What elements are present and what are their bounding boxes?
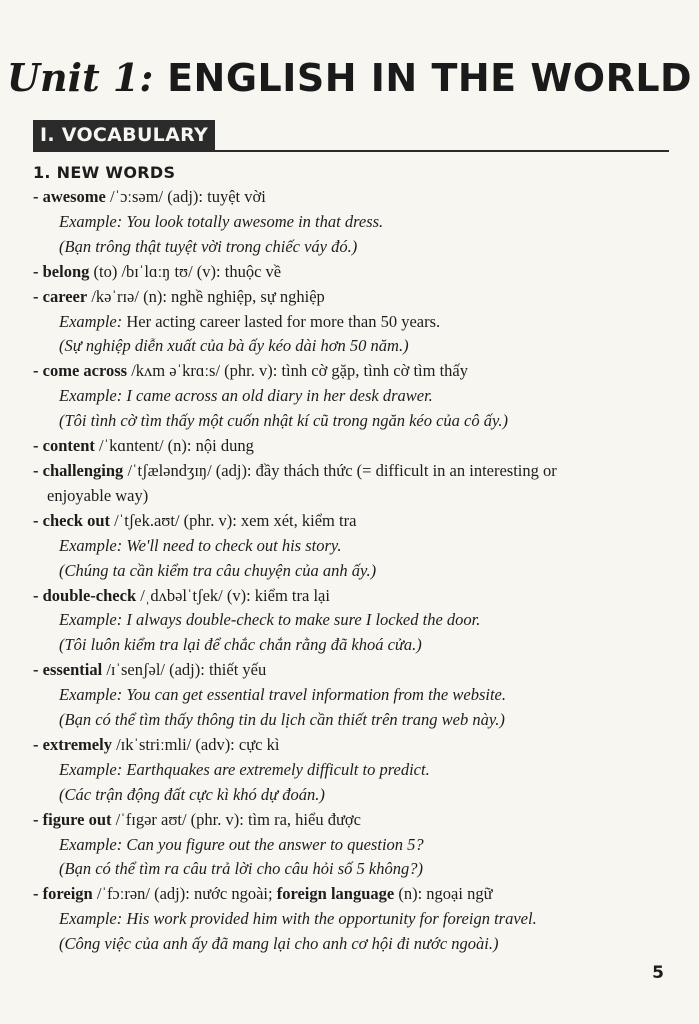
- example-text: Her acting career lasted for more than 50 years.: [122, 311, 441, 331]
- definition: /ˈɔːsəm/ (adj): tuyệt vời: [105, 187, 266, 206]
- definition: /ˈtʃæləndʒɪŋ/ (adj): đầy thách thức (= difficult in an interesting or: [123, 460, 557, 480]
- example-label: Example:: [59, 211, 123, 231]
- example-text: I came across an old diary in her desk drawer.: [122, 386, 433, 406]
- translation: (Tôi tình cờ tìm thấy một cuốn nhật kí cũ trong ngăn kéo của cô ấy.): [59, 411, 509, 431]
- definition-secondary: (n): ngoại ngữ: [394, 884, 493, 904]
- translation: (Chúng ta cần kiểm tra câu chuyện của anh ấy.): [59, 560, 377, 580]
- entry-definition-line: [33, 185, 673, 210]
- headword: belong: [42, 261, 90, 281]
- example-text: I always double-check to make sure I locked the door.: [122, 610, 481, 630]
- example-sentence: [33, 758, 673, 783]
- example-sentence: [33, 833, 673, 858]
- headword: challenging: [42, 460, 124, 480]
- entry-definition-line: [33, 434, 673, 459]
- vocab-entry: [33, 509, 673, 584]
- entry-definition-line: [33, 808, 673, 833]
- entry-definition-line: [33, 260, 673, 285]
- bullet-dash: -: [33, 361, 43, 381]
- example-text: We'll need to check out his story.: [122, 535, 342, 555]
- vocab-entry: [33, 584, 673, 659]
- translation: (Bạn có thể tìm thấy thông tin du lịch cần thiết trên trang web này.): [59, 710, 505, 730]
- vocab-entry: [33, 185, 673, 260]
- vocab-entry: [33, 733, 673, 808]
- unit-title: [0, 52, 699, 104]
- example-label: Example:: [59, 535, 123, 555]
- definition: (to) /bɪˈlɑːŋ tʊ/ (v): thuộc về: [89, 261, 282, 281]
- example-label: Example:: [59, 386, 123, 406]
- example-sentence: [33, 907, 673, 932]
- definition: /ˈtʃek.aʊt/ (phr. v): xem xét, kiểm tra: [110, 510, 357, 530]
- bullet-dash: -: [33, 460, 43, 480]
- headword: essential: [42, 660, 103, 680]
- entry-definition-line: [33, 359, 673, 384]
- entry-definition-line: [33, 882, 673, 907]
- example-text: You can get essential travel information from the website.: [122, 685, 506, 705]
- entry-definition-line: [33, 584, 673, 609]
- subsection-heading: 1. NEW WORDS: [33, 163, 176, 182]
- definition: /ˌdʌbəlˈtʃek/ (v): kiểm tra lại: [136, 585, 330, 605]
- definition: /ˈfɔːrən/ (adj): nước ngoài;: [92, 884, 277, 904]
- definition: /ˈfɪgər aʊt/ (phr. v): tìm ra, hiểu được: [111, 809, 361, 829]
- example-sentence: [33, 683, 673, 708]
- example-label: Example:: [59, 759, 123, 779]
- definition: /kʌm əˈkrɑːs/ (phr. v): tình cờ gặp, tình cờ tìm thấy: [127, 361, 468, 381]
- bullet-dash: -: [33, 585, 43, 605]
- example-sentence: [33, 534, 673, 559]
- vocab-entry: [33, 882, 673, 957]
- vocab-entry: [33, 808, 673, 883]
- vocabulary-list: [33, 185, 673, 957]
- headword: double-check: [42, 585, 137, 605]
- bullet-dash: -: [33, 286, 43, 306]
- definition: /ɪkˈstriːmli/ (adv): cực kì: [111, 734, 280, 754]
- translation: (Bạn có thể tìm ra câu trả lời cho câu hỏi số 5 không?): [59, 859, 423, 879]
- example-text: Earthquakes are extremely difficult to predict.: [122, 759, 430, 779]
- translation: (Bạn trông thật tuyệt vời trong chiếc váy đó.): [59, 236, 358, 256]
- entry-definition-line: [33, 459, 673, 484]
- bullet-dash: -: [33, 261, 43, 281]
- translation: (Công việc của anh ấy đã mang lại cho anh cơ hội đi nước ngoài.): [59, 934, 499, 954]
- vocab-entry: [33, 434, 673, 459]
- bullet-dash: -: [33, 510, 43, 530]
- example-sentence: [33, 310, 673, 335]
- example-label: Example:: [59, 909, 123, 929]
- entry-definition-line: [33, 658, 673, 683]
- example-sentence: [33, 210, 673, 235]
- headword: content: [42, 436, 95, 456]
- bullet-dash: -: [33, 187, 43, 206]
- example-label: Example:: [59, 834, 123, 854]
- unit-topic: ENGLISH IN THE WORLD: [167, 56, 693, 100]
- unit-number: Unit 1:: [6, 55, 154, 100]
- vocab-entry: [33, 359, 673, 434]
- headword-secondary: foreign language: [276, 884, 395, 904]
- definition: /kəˈrɪə/ (n): nghề nghiệp, sự nghiệp: [87, 286, 325, 306]
- example-text: Can you figure out the answer to question 5?: [122, 834, 424, 854]
- example-label: Example:: [59, 610, 123, 630]
- headword: extremely: [42, 734, 112, 754]
- section-heading: I. VOCABULARY: [33, 120, 215, 151]
- section-divider: [33, 150, 669, 152]
- vocab-entry: [33, 459, 673, 509]
- bullet-dash: -: [33, 660, 43, 680]
- example-sentence: [33, 384, 673, 409]
- example-label: Example:: [59, 685, 123, 705]
- bullet-dash: -: [33, 809, 43, 829]
- headword: figure out: [42, 809, 112, 829]
- headword: foreign: [42, 884, 93, 904]
- vocab-entry: [33, 285, 673, 360]
- headword: awesome: [42, 187, 106, 206]
- vocab-entry: [33, 260, 673, 285]
- entry-definition-line: [33, 733, 673, 758]
- headword: check out: [42, 510, 110, 530]
- definition-continuation: enjoyable way): [47, 485, 149, 505]
- headword: career: [42, 286, 88, 306]
- page-number: 5: [652, 963, 664, 983]
- entry-definition-line: [33, 509, 673, 534]
- example-sentence: [33, 608, 673, 633]
- vocab-entry: [33, 658, 673, 733]
- example-label: Example:: [59, 311, 123, 331]
- definition: /ɪˈsenʃəl/ (adj): thiết yếu: [102, 660, 267, 680]
- example-text: His work provided him with the opportunity for foreign travel.: [122, 909, 537, 929]
- example-text: You look totally awesome in that dress.: [122, 211, 384, 231]
- bullet-dash: -: [33, 884, 43, 904]
- definition: /ˈkɑntent/ (n): nội dung: [94, 436, 254, 456]
- headword: come across: [42, 361, 128, 381]
- bullet-dash: -: [33, 436, 43, 456]
- entry-definition-line: [33, 285, 673, 310]
- translation: (Sự nghiệp diễn xuất của bà ấy kéo dài hơn 50 năm.): [59, 336, 409, 356]
- translation: (Các trận động đất cực kì khó dự đoán.): [59, 784, 325, 804]
- bullet-dash: -: [33, 734, 43, 754]
- translation: (Tôi luôn kiểm tra lại để chắc chắn rằng đã khoá cửa.): [59, 635, 422, 655]
